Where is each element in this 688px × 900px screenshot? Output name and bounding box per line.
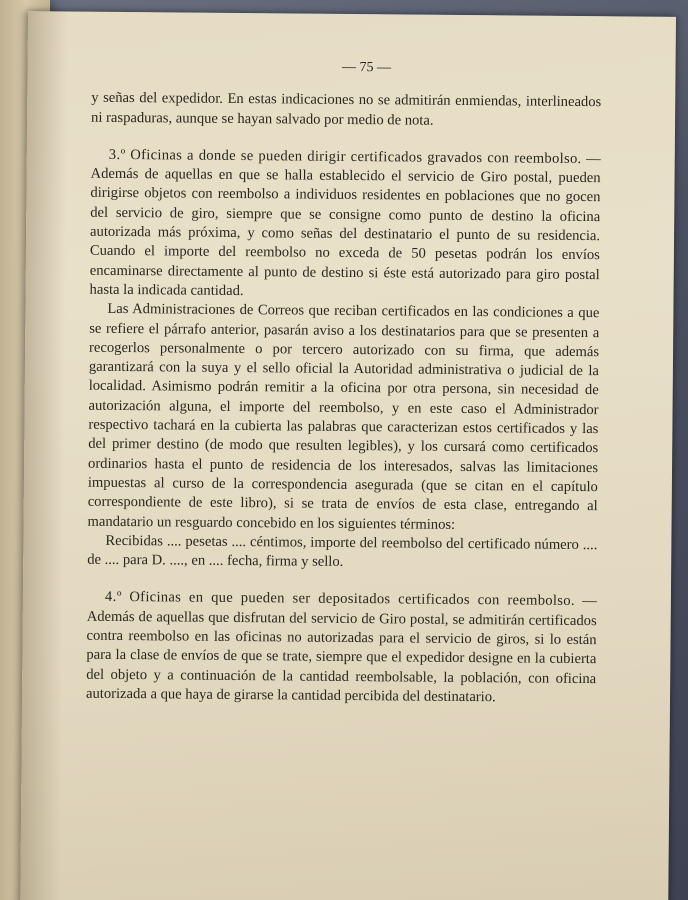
receipt-template: Recibidas .... pesetas .... céntimos, importe del reembolso del certificado número .... de .... para D. ...., en .... fecha, firma y sello. — [87, 532, 598, 571]
page-text-block — [86, 56, 602, 709]
section-3-body: — Además de aquellas en que se halla establecido el servicio de Giro postal, pueden dirigirse objetos con reembolso a individuos residentes en poblaciones que no gocen del servicio de giro, siempre que se consigne como punto de destino la oficina autorizada más próxima, y como señas del destinatario el punto de su residencia. Cuando el importe del reembolso no exceda de 50 pesetas podrán los envíos encaminarse directamente al punto de destino si éste está autorizado para giro postal hasta la indicada cantidad. — [89, 150, 601, 300]
section-3-number: 3.º — [108, 146, 126, 163]
page-number: — 75 — — [341, 59, 392, 76]
section-3-paragraph — [89, 146, 600, 305]
section-4-paragraph — [86, 588, 597, 708]
section-4-title: Oficinas en que pueden ser depositados certificados con reembolso. — [129, 589, 575, 610]
paragraph-continuation: y señas del expedidor. En estas indicaciones no se admitirán enmiendas, interlineados ni raspaduras, aunque se hayan salvado por medio de nota. — [91, 90, 602, 129]
section-4-number: 4.º — [104, 589, 122, 606]
section-4-body: — Además de aquellas que disfrutan del servicio de Giro postal, se admitirán certificados contra reembolso en las oficinas no autorizadas para el servicio de giros, si lo están para la clase de envíos de que se trate, siempre que el expedidor designe en la cubierta del objeto y a continuación de la cantidad reembolsable, la población, con oficina autorizada a que haya de girarse la cantidad percibida del destinatario. — [85, 593, 597, 706]
section-3-title: Oficinas a donde se pueden dirigir certificados gravados con reembolso. — [130, 146, 582, 167]
paragraph-administraciones: Las Administraciones de Correos que reciban certificados en las condiciones a que se refiere el párrafo anterior, pasarán aviso a los destinatarios para que se presenten a recogerlos personalmente o por tercero autorizado con su firma, que además garantizará con la suya y el sello oficial la Autoridad administrativa o judicial de la localidad. Asimismo podrán remitir a la oficina por otra persona, sin necesidad de autorización alguna, el importe del reembolso, y en este caso el Administrador respectivo tachará en la cubierta las palabras que caracterizan estos certificados y las del primer destino (de modo que resulten legibles), y los cursará como certificados ordinarios hasta el punto de residencia de los interesados, salvas las limitaciones impuestas al curso de la correspondencia asegurada (que se citan en el capítulo correspondiente de este libro), si se trata de envíos de esta clase, entregando al mandatario un resguardo concebido en los siguientes términos: — [87, 301, 600, 533]
book-page — [20, 11, 676, 900]
